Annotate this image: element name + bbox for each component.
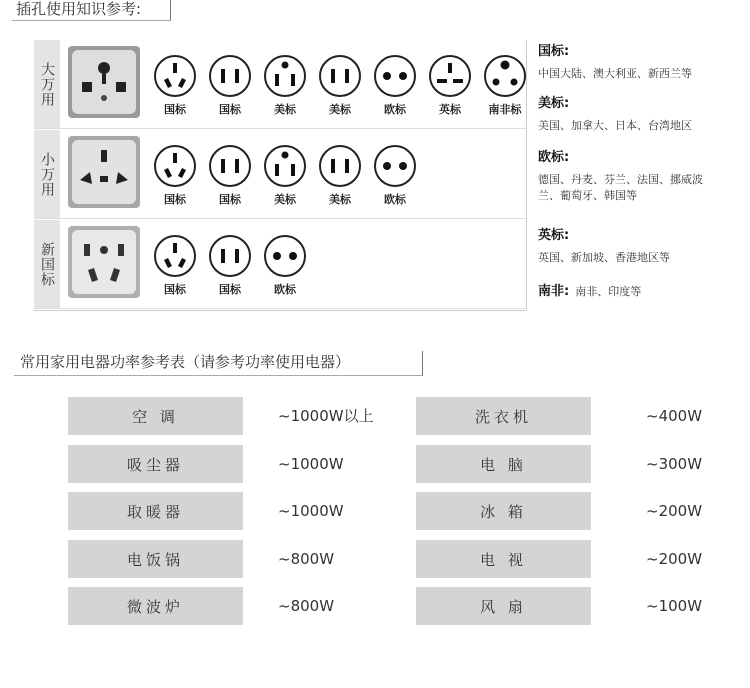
standard-title: 美标: [538, 96, 570, 111]
socket-label: 南非标 [488, 103, 522, 116]
plug-row-small-universal [34, 130, 526, 219]
socket-flat2-icon [208, 54, 252, 98]
socket-label: 欧标 [384, 193, 406, 206]
socket-label: 国标 [164, 103, 186, 116]
new-national-socket-image [68, 226, 140, 298]
socket-label: 国标 [164, 193, 186, 206]
plug-table [34, 40, 526, 311]
socket-label: 欧标 [274, 283, 296, 296]
socket-flat2 [207, 144, 253, 207]
socket-cn3 [152, 54, 198, 117]
appliance-power: ~200W [646, 550, 703, 568]
standard-title: 英标: [538, 228, 570, 243]
appliance-power: ~100W [646, 597, 703, 615]
socket-flat2-icon [318, 54, 362, 98]
appliance-power: ~400W [646, 407, 703, 425]
socket-cn3 [152, 144, 198, 207]
plug-section-title: 插孔使用知识参考: [12, 0, 171, 21]
socket-uk3-icon [428, 54, 472, 98]
appliance-power: ~1000W [278, 502, 344, 520]
socket-label: 美标 [274, 193, 296, 206]
appliance-name: 吸尘器 [68, 445, 243, 483]
standard-text: 南非、印度等 [575, 285, 642, 298]
socket-eu2-icon [263, 234, 307, 278]
socket-flat2-icon [208, 234, 252, 278]
socket-label: 国标 [164, 283, 186, 296]
standard-text: 中国大陆、澳大利亚、新西兰等 [538, 67, 692, 80]
appliance-power: ~1000W [278, 455, 344, 473]
standard-text: 美国、加拿大、日本、台湾地区 [538, 119, 692, 132]
socket-list [152, 234, 308, 297]
appliance-name: 风 扇 [416, 587, 591, 625]
socket-us3 [262, 144, 308, 207]
standard-eu [538, 150, 738, 204]
socket-us3 [262, 54, 308, 117]
socket-label: 美标 [329, 193, 351, 206]
plug-row-large-universal [34, 40, 526, 129]
socket-flat2 [317, 54, 363, 117]
appliance-name: 取暖器 [68, 492, 243, 530]
large-universal-socket-image [68, 46, 140, 118]
appliance-power: ~800W [278, 597, 335, 615]
appliance-name: 空 调 [68, 397, 243, 435]
standard-text: 德国、丹麦、芬兰、法国、挪威波兰、葡萄牙、韩国等 [538, 173, 703, 202]
socket-flat2 [317, 144, 363, 207]
socket-us3-icon [263, 54, 307, 98]
side-divider [526, 40, 527, 310]
socket-flat2-icon [208, 144, 252, 188]
socket-list [152, 54, 528, 117]
appliance-power: ~300W [646, 455, 703, 473]
standard-us [538, 96, 738, 134]
socket-eu2 [372, 54, 418, 117]
socket-label: 欧标 [384, 103, 406, 116]
standard-uk [538, 228, 738, 266]
appliance-power: ~1000W以上 [278, 407, 374, 425]
socket-flat2-icon [318, 144, 362, 188]
appliance-name: 电饭锅 [68, 540, 243, 578]
plug-row-new-national [34, 220, 526, 309]
socket-za3 [482, 54, 528, 117]
socket-label: 国标 [219, 283, 241, 296]
socket-eu2-icon [373, 144, 417, 188]
appliance-power: ~200W [646, 502, 703, 520]
socket-list [152, 144, 418, 207]
socket-label: 美标 [329, 103, 351, 116]
socket-cn3 [152, 234, 198, 297]
socket-label: 美标 [274, 103, 296, 116]
socket-label: 国标 [219, 103, 241, 116]
standard-title: 欧标: [538, 150, 570, 165]
standard-title: 国标: [538, 44, 570, 59]
appliance-power: ~800W [278, 550, 335, 568]
socket-eu2 [262, 234, 308, 297]
socket-cn3-icon [153, 234, 197, 278]
socket-us3-icon [263, 144, 307, 188]
standard-cn [538, 44, 738, 82]
socket-flat2 [207, 54, 253, 117]
socket-eu2 [372, 144, 418, 207]
small-universal-socket-image [68, 136, 140, 208]
row-label: 新国标 [34, 220, 60, 308]
socket-cn3-icon [153, 144, 197, 188]
socket-eu2-icon [373, 54, 417, 98]
socket-cn3-icon [153, 54, 197, 98]
socket-label: 国标 [219, 193, 241, 206]
appliance-name: 微波炉 [68, 587, 243, 625]
appliance-name: 洗衣机 [416, 397, 591, 435]
row-label: 小万用 [34, 130, 60, 218]
standard-za [538, 284, 738, 300]
power-section-title: 常用家用电器功率参考表（请参考功率使用电器） [14, 351, 423, 376]
socket-label: 英标 [439, 103, 461, 116]
standard-title: 南非: [538, 284, 570, 299]
standard-text: 英国、新加坡、香港地区等 [538, 251, 670, 264]
appliance-name: 冰 箱 [416, 492, 591, 530]
appliance-name: 电 视 [416, 540, 591, 578]
socket-flat2 [207, 234, 253, 297]
socket-uk3 [427, 54, 473, 117]
row-label: 大万用 [34, 40, 60, 128]
socket-za3-icon [483, 54, 527, 98]
appliance-name: 电 脑 [416, 445, 591, 483]
